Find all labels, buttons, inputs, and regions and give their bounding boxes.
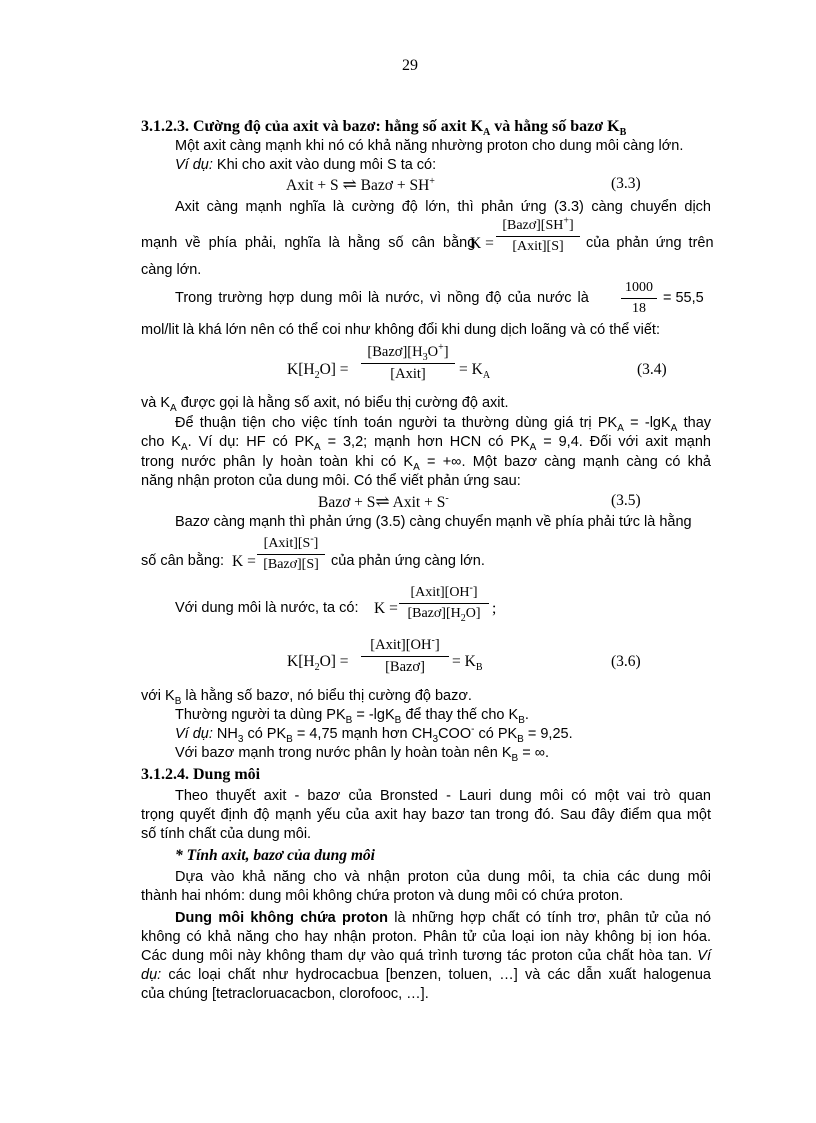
paragraph-3123-p1: Một axit càng mạnh khi nó có khả năng nhường proton cho dung môi càng lớn. [175, 138, 684, 154]
paragraph-3124-p3-line1: Dung môi không chứa proton là những hợp chất có tính trơ, phân tử của nó [175, 910, 711, 926]
fraction-line [496, 236, 580, 237]
fraction-k-base: [Axit][S-] [Bazơ][S] [257, 536, 325, 573]
equilibrium-arrow-icon: ⇌ [375, 492, 390, 511]
paragraph-3123-p5: và $K_A$ được gọi là hằng số axit, nó biểu thị cường độ axit. [141, 395, 509, 414]
paragraph-3124-p2-line2: thành hai nhóm: dung môi không chứa proton và dung môi có chứa proton. [141, 888, 624, 904]
equilibrium-arrow-icon: ⇌ [342, 175, 357, 194]
equation-3-5: Bazơ + S⇌ Axit + S- [318, 492, 449, 511]
paragraph-3124-p3-line2: không có khả năng cho hay nhận proton. Phân tử của loại ion này không bị ion hóa. [141, 929, 711, 945]
paragraph-3123-p3-line3: càng lớn. [141, 262, 202, 278]
paragraph-3124-p1-line2: trọng quyết định độ mạnh yếu của axit hay bazơ tan trong đó. Sau đây điểm qua một [141, 807, 711, 823]
equation-3-6-right: = $K_B$ [452, 653, 483, 674]
equation-3-6-left: $K[H_2O]$ = [287, 653, 349, 674]
paragraph-3123-p2: Ví dụ: Khi cho axit vào dung môi S ta có: [175, 157, 437, 173]
equilibrium-constant-k: K = [374, 600, 398, 617]
paragraph-3123-p6-line3: trong nước phân ly hoàn toàn khi có $K_A$ = +∞. Một bazơ càng mạnh càng có khả [141, 454, 712, 473]
paragraph-3123-p7-line2b: của phản ứng càng lớn. [331, 553, 485, 569]
paragraph-3123-p3-line1: Axit càng mạnh nghĩa là cường độ lớn, thì phản ứng (3.3) càng chuyển dịch [175, 199, 711, 215]
paragraph-3124-p3-line3: Các dung môi này không tham dự vào quá trình tương tác proton của chất hòa tan. Ví [141, 948, 711, 964]
paragraph-3123-p3-line2b: của phản ứng trên [586, 235, 714, 251]
paragraph-3124-p3-line4: dụ: các loại chất như hydrocacbua [benzen, toluen, …] và các dẫn xuất halogenua [141, 967, 711, 983]
sub-heading-acid-base: * Tính axit, bazơ của dung môi [175, 847, 375, 864]
paragraph-3124-p3-line5: của chúng [tetracloruacacbon, clorofooc, …]. [141, 986, 429, 1002]
paragraph-3123-p3-line2a: mạnh về phía phải, nghĩa là hằng số cân bằng [141, 235, 476, 251]
equation-3-3: Axit + S ⇌ Bazơ + SH+ [286, 175, 435, 194]
paragraph-3123-p6-line4: năng nhận proton của dung môi. Có thể viết phản ứng sau: [141, 473, 521, 489]
section-heading-3123: 3.1.2.3. Cường độ của axit và bazơ: hằng số axit $K_A$ và hằng số bazơ $K_B$ [141, 118, 627, 139]
equation-number-3-4: (3.4) [637, 361, 667, 378]
paragraph-3123-p8-a: Với dung môi là nước, ta có: [175, 600, 359, 616]
fraction-line [361, 363, 455, 364]
equilibrium-constant-k: K = [470, 235, 494, 252]
paragraph-3124-p1-line1: Theo thuyết axit - bazơ của Bronsted - Lauri dung môi có một vai trò quan [175, 788, 711, 804]
paragraph-3123-p6-line2: cho $K_A$. Ví dụ: HF có $PK_A = 3,2$; mạnh hơn HCN có $PK_A = 9,4$. Đối với axit mạnh [141, 434, 711, 453]
paragraph-3123-p4-a: Trong trường hợp dung môi là nước, vì nồng độ của nước là [175, 290, 589, 306]
paragraph-3123-p9: với $K_B$ là hằng số bazơ, nó biểu thị cường độ bazơ. [141, 688, 472, 707]
paragraph-3123-p4-b: = 55,5 [663, 290, 704, 306]
fraction-line [257, 554, 325, 555]
paragraph-3123-p7-line1: Bazơ càng mạnh thì phản ứng (3.5) càng chuyển mạnh về phía phải tức là hằng [175, 514, 692, 530]
paragraph-3123-p6-line1: Để thuận tiện cho việc tính toán người ta thường dùng giá trị $PK_A = -\lg K_A$ thay [175, 415, 712, 434]
paragraph-3123-p11: Ví dụ: $NH_3$ có $PK_B = 4,75$ mạnh hơn $CH_3COO^-$ có $PK_B = 9,25$. [175, 724, 573, 745]
fraction-line [621, 298, 657, 299]
equation-number-3-6: (3.6) [611, 653, 641, 670]
paragraph-3124-p2-line1: Dựa vào khả năng cho và nhận proton của dung môi, ta chia các dung môi [175, 869, 711, 885]
paragraph-3123-p4-line2: mol/lit là khá lớn nên có thể coi như không đổi khi dung dịch loãng và có thể viết: [141, 322, 660, 338]
paragraph-3124-p1-line3: số tính chất của dung môi. [141, 826, 312, 842]
fraction-line [399, 603, 489, 604]
equilibrium-constant-k: K = [232, 553, 256, 570]
equation-number-3-3: (3.3) [611, 175, 641, 192]
equation-number-3-5: (3.5) [611, 492, 641, 509]
fraction-k-acid: [Bazơ][SH+] [Axit][S] [496, 218, 580, 255]
fraction-k-water: [Axit][OH-] $[Bazơ][H_2O]$ [399, 585, 489, 622]
fraction-line [361, 656, 449, 657]
paragraph-3123-p8-end: ; [492, 600, 497, 617]
equation-3-4-left: $K[H_2O]$ = [287, 361, 349, 382]
section-heading-3124: 3.1.2.4. Dung môi [141, 766, 261, 783]
paragraph-3123-p7-line2a: số cân bằng: [141, 553, 225, 569]
paragraph-3123-p12: Với bazơ mạnh trong nước phân ly hoàn toàn nên $K_B$ = ∞. [175, 745, 550, 764]
equation-3-4-right: = $K_A$ [459, 361, 491, 382]
paragraph-3123-p10: Thường người ta dùng $PK_B = -\lg K_B$ để thay thế cho $K_B$. [175, 707, 529, 726]
fraction-eq-3-6: [Axit][OH-] [Bazơ] [361, 637, 449, 676]
fraction-water-concentration: 1000 18 [621, 280, 657, 317]
page-number: 29 [402, 57, 418, 74]
fraction-eq-3-4: $[Bazơ][H_3O^+]$ [Axit] [361, 344, 455, 383]
